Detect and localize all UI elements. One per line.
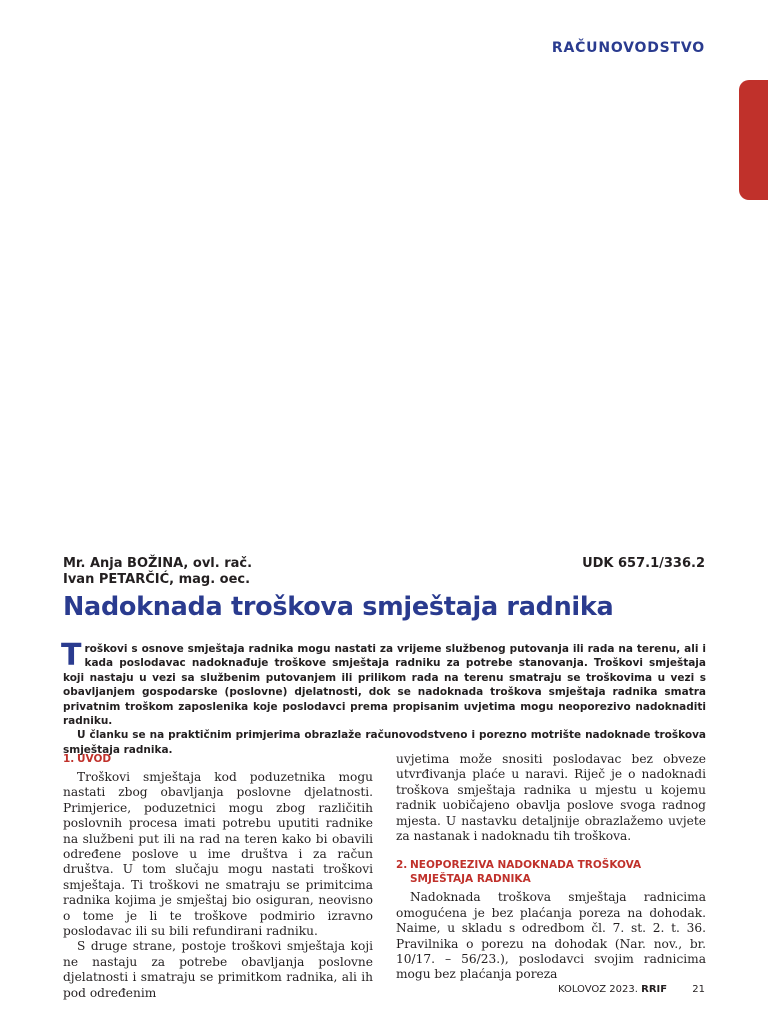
footer-issue: KOLOVOZ 2023. (557, 984, 638, 995)
article-title: Nadoknada troškova smještaja radnika (63, 592, 614, 622)
article-abstract (61, 638, 706, 757)
section-title-1: UVOD (77, 753, 112, 765)
section-number-1: 1. (63, 753, 75, 765)
footer-brand: RRIF (641, 984, 668, 995)
body-paragraph: Troškovi smještaja kod poduzetnika mogu nastati zbog obavljanja poslovne djelatnosti. Primjerice, poduzetnici mogu zbog različitih poslovnih procesa imati potrebu uputiti radnike na službeni put ili na rad na teren kako bi obavili određene poslove u ime društva i za račun društva. U tom slučaju mogu nastati troškovi smještaja. Ti troškovi ne smatraju se primitcima radnika kojima je smještaj bio osiguran, neovisno o tome je li te troškove podmirio izravno poslodavac ili su bili refundirani radniku. (63, 770, 373, 939)
abstract-text-1: roškovi s osnove smještaja radnika mogu nastati za vrijeme službenog putovanja ili rada na terenu, ali i kada poslodavac nadoknađuje troškove smještaja radniku za potrebe stanovanja. Troškovi smještaja koji nastaju u vezi sa službenim putovanjem ili prilikom rada na terenu smatraju se troškovima u vezi s obavljanjem gospodarske (poslovne) djelatnosti, dok se nadoknada troškova smještaja radnika smatra privatnim troškom zaposlenika koje poslodavci prema propisanim uvjetima mogu neoporezivo nadoknaditi radniku. (63, 643, 706, 728)
udk-code: UDK 657.1/336.2 (582, 556, 705, 571)
body-paragraph-continued: uvjetima može snositi poslodavac bez obveze utvrđivanja plaće u naravi. Riječ je o nadoknadi troškova smještaja radnika u mjestu u kojemu radnik uobičajeno obavlja poslove svoga radnog mjesta. U nastavku detaljnije obrazlažemo uvjete za nastanak i nadoknadu tih troškova. (396, 752, 706, 844)
section-title-2-line-1: NEOPOREZIVA NADOKNADA TROŠKOVA (410, 859, 642, 872)
section-title-2-line-2: SMJEŠTAJA RADNIKA (410, 873, 531, 886)
abstract-paragraph-1 (61, 638, 706, 728)
body-column-right (396, 752, 706, 983)
author-1: Mr. Anja BOŽINA, ovl. rač. (63, 556, 253, 571)
body-column-left (63, 752, 373, 1001)
section-heading-1 (63, 752, 373, 766)
authors (63, 556, 252, 588)
body-paragraph: S druge strane, postoje troškovi smještaja koji ne nastaju za potrebe obavljanja poslovne djelatnosti i smatraju se primitkom radnika, ali ih pod određenim (63, 939, 373, 1000)
section-heading-2 (396, 858, 706, 886)
abstract-paragraph-2: U članku se na praktičnim primjerima obrazlaže računovodstveno i porezno motrište nadoknade troškova smještaja radnika. (63, 729, 706, 756)
drop-cap: T (61, 638, 82, 673)
body-paragraph: Nadoknada troškova smještaja radnicima omogućena je bez plaćanja poreza na dohodak. Naime, u skladu s odredbom čl. 7. st. 2. t. 36. Pravilnika o porezu na dohodak (Nar. nov., br. 10/17. – 56/23.), poslodavci svojim radnicima mogu bez plaćanja poreza (396, 890, 706, 982)
section-number-2: 2. (396, 859, 408, 872)
page-number: 21 (692, 984, 705, 995)
author-2: Ivan PETARČIĆ, mag. oec. (63, 572, 251, 587)
section-header: RAČUNOVODSTVO (551, 40, 705, 56)
page-footer (558, 984, 705, 995)
section-thumb-tab (739, 80, 768, 200)
